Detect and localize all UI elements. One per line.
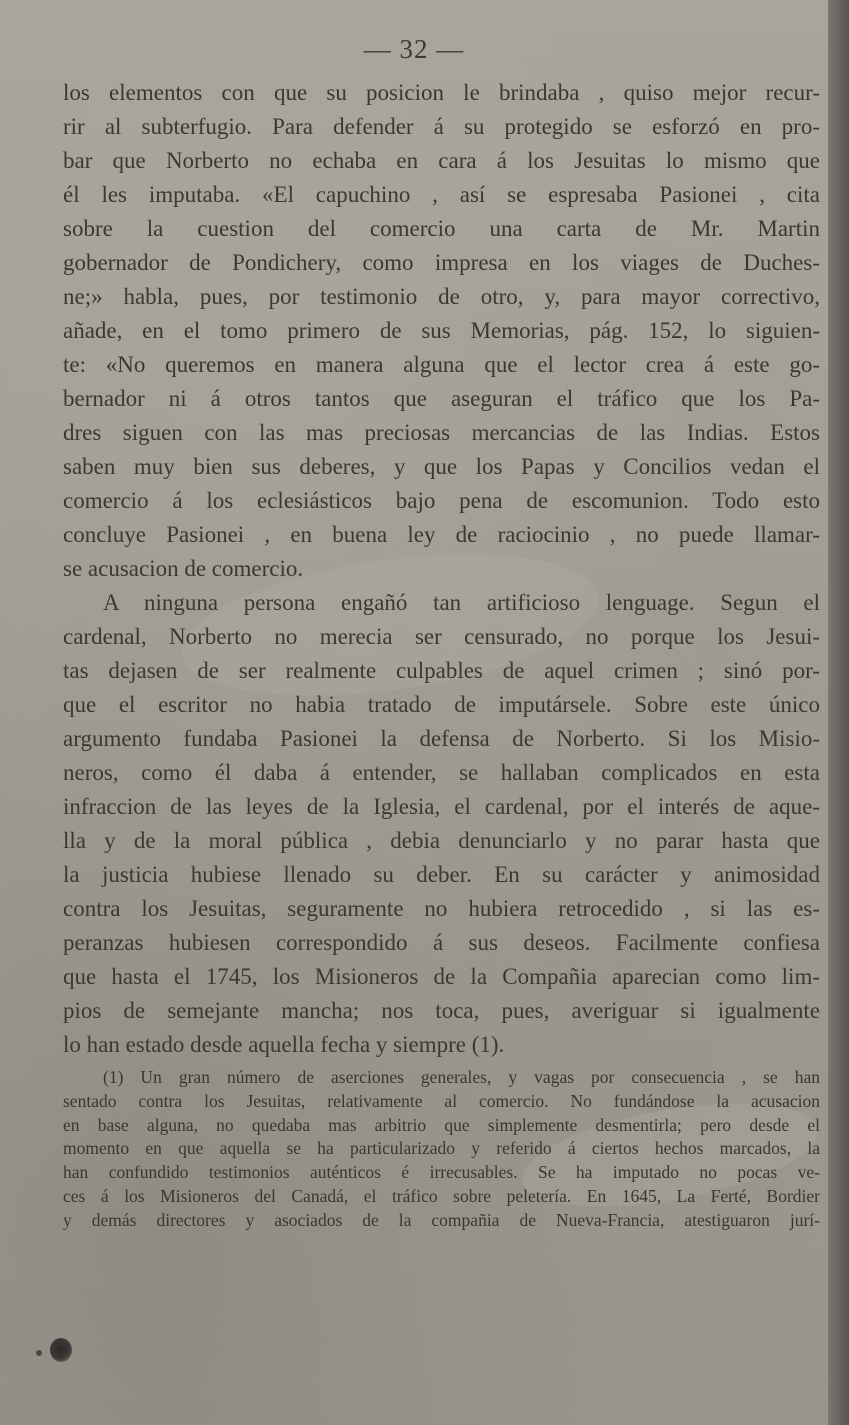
text-line: los elementos con que su posicion le brindaba , quiso mejor recur- xyxy=(63,80,820,105)
text-line: neros, como él daba á entender, se hallaban complicados en esta xyxy=(63,760,820,785)
text-line: bernador ni á otros tantos que aseguran el tráfico que los Pa- xyxy=(63,386,820,411)
text-line: te: «No queremos en manera alguna que el lector crea á este go- xyxy=(63,352,820,377)
text-line: se acusacion de comercio. xyxy=(63,556,304,581)
footnote-line: y demás directores y asociados de la compañia de Nueva-Francia, atestiguaron jurí- xyxy=(63,1209,820,1230)
text-line: lla y de la moral pública , debia denunciarlo y no parar hasta que xyxy=(63,828,820,853)
text-line: dres siguen con las mas preciosas mercancias de las Indias. Estos xyxy=(63,420,820,445)
footnote xyxy=(63,1066,820,1233)
text-line: tas dejasen de ser realmente culpables de aquel crimen ; sinó por- xyxy=(63,658,820,683)
footnote-line: momento en que aquella se ha particularizado y referido á ciertos hechos marcados, la xyxy=(63,1138,820,1159)
footnote-line: ces á los Misioneros del Canadá, el tráfico sobre peletería. En 1645, La Ferté, Bordier xyxy=(63,1185,820,1206)
text-line: rir al subterfugio. Para defender á su protegido se esforzó en pro- xyxy=(63,114,820,139)
ink-blot xyxy=(50,1338,72,1362)
text-line: peranzas hubiesen correspondido á sus deseos. Facilmente confiesa xyxy=(63,930,820,955)
text-line: concluye Pasionei , en buena ley de raciocinio , no puede llamar- xyxy=(63,522,820,547)
ink-speck xyxy=(36,1350,42,1356)
text-line: él les imputaba. «El capuchino , así se espresaba Pasionei , cita xyxy=(63,182,820,207)
text-line: ne;» habla, pues, por testimonio de otro, y, para mayor correctivo, xyxy=(63,284,820,309)
text-line: pios de semejante mancha; nos toca, pues, averiguar si igualmente xyxy=(63,998,820,1023)
footnote-line: han confundido testimonios auténticos é irrecusables. Se ha imputado no pocas ve- xyxy=(63,1162,820,1183)
body-text xyxy=(63,76,820,1062)
text-line: contra los Jesuitas, seguramente no hubiera retrocedido , si las es- xyxy=(63,896,820,921)
text-line: argumento fundaba Pasionei la defensa de Norberto. Si los Misio- xyxy=(63,726,820,751)
text-line: que el escritor no habia tratado de imputársele. Sobre este único xyxy=(63,692,820,717)
footnote-line: sentado contra los Jesuitas, relativamente al comercio. No fundándose la acusacion xyxy=(63,1090,820,1111)
text-line: infraccion de las leyes de la Iglesia, el cardenal, por el interés de aque- xyxy=(63,794,820,819)
text-line: que hasta el 1745, los Misioneros de la Compañia aparecian como lim- xyxy=(63,964,820,989)
text-line: cardenal, Norberto no merecia ser censurado, no porque los Jesui- xyxy=(63,624,820,649)
text-line: lo han estado desde aquella fecha y siempre (1). xyxy=(63,1032,505,1057)
text-line: añade, en el tomo primero de sus Memorias, pág. 152, lo siguien- xyxy=(63,318,820,343)
text-line: A ninguna persona engañó tan artificioso lenguage. Segun el xyxy=(103,590,820,615)
text-line: bar que Norberto no echaba en cara á los Jesuitas lo mismo que xyxy=(63,148,820,173)
text-line: saben muy bien sus deberes, y que los Papas y Concilios vedan el xyxy=(63,454,820,479)
page-number: — 32 — xyxy=(363,34,465,64)
text-line: comercio á los eclesiásticos bajo pena de escomunion. Todo esto xyxy=(63,488,820,513)
footnote-line: en base alguna, no quedaba mas arbitrio que simplemente desmentirla; pero desde el xyxy=(63,1114,820,1135)
text-line: gobernador de Pondichery, como impresa en los viages de Duches- xyxy=(63,250,820,275)
footnote-line: (1) Un gran número de aserciones generales, y vagas por consecuencia , se han xyxy=(103,1067,820,1087)
text-line: la justicia hubiese llenado su deber. En su carácter y animosidad xyxy=(63,862,820,887)
text-line: sobre la cuestion del comercio una carta de Mr. Martin xyxy=(63,216,820,241)
page-edge-shadow xyxy=(828,0,849,1425)
